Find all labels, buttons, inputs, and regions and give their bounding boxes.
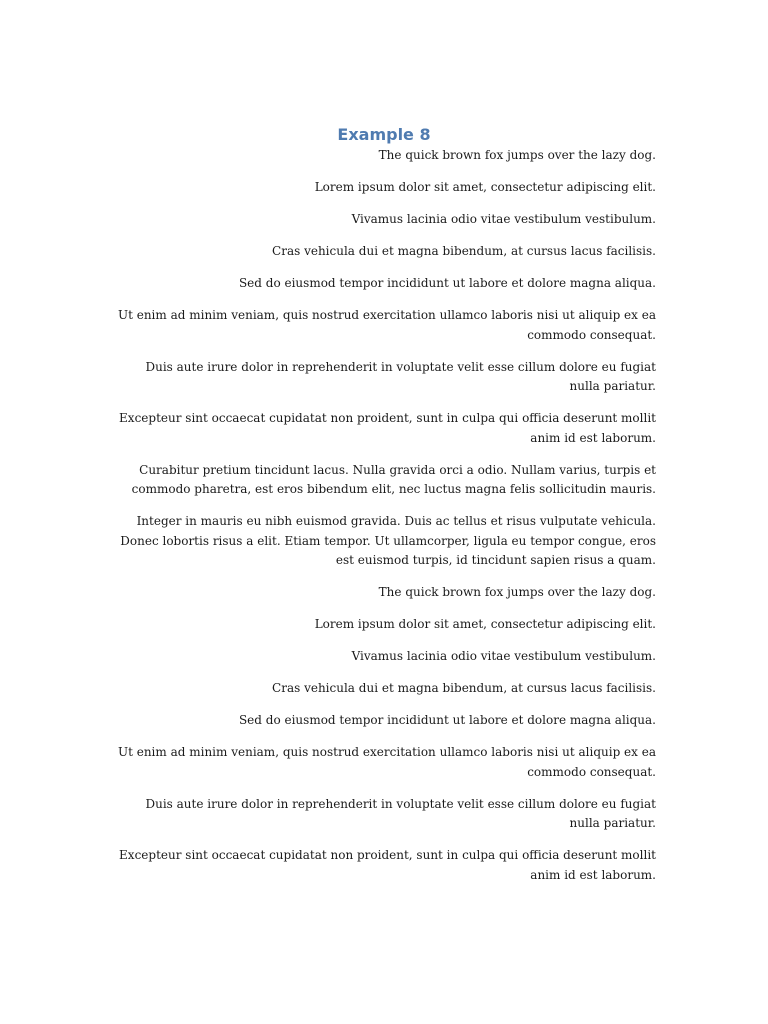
- paragraph: Integer in mauris eu nibh euismod gravida. Duis ac tellus et risus vulputate vehicula. Donec lobortis risus a elit. Etiam tempor. Ut ullamcorper, ligula eu tempor congue, eros est euismod turpis, id tincidunt sapien risus a quam.: [120, 514, 656, 567]
- paragraph: Curabitur pretium tincidunt lacus. Nulla gravida orci a odio. Nullam varius, turpis et commodo pharetra, est eros bibendum elit, nec luctus magna felis sollicitudin mauris.: [131, 462, 656, 496]
- paragraph: Excepteur sint occaecat cupidatat non proident, sunt in culpa qui officia deserunt mollit anim id est laborum.: [119, 411, 656, 445]
- paragraph: Duis aute irure dolor in reprehenderit in voluptate velit esse cillum dolore eu fugiat nulla pariatur.: [145, 359, 656, 393]
- paragraph: Excepteur sint occaecat cupidatat non proident, sunt in culpa qui officia deserunt mollit anim id est laborum.: [119, 848, 656, 882]
- paragraph: Vivamus lacinia odio vitae vestibulum vestibulum.: [351, 212, 656, 226]
- paragraph: Ut enim ad minim veniam, quis nostrud exercitation ullamco laboris nisi ut aliquip ex ea commodo consequat.: [117, 308, 656, 342]
- paragraph: Ut enim ad minim veniam, quis nostrud exercitation ullamco laboris nisi ut aliquip ex ea commodo consequat.: [117, 745, 656, 779]
- document-body: [112, 146, 656, 885]
- paragraph: Sed do eiusmod tempor incididunt ut labore et dolore magna aliqua.: [238, 276, 656, 290]
- document-heading: Example 8: [337, 125, 431, 144]
- paragraph: Duis aute irure dolor in reprehenderit in voluptate velit esse cillum dolore eu fugiat nulla pariatur.: [145, 796, 656, 830]
- paragraph: Cras vehicula dui et magna bibendum, at cursus lacus facilisis.: [272, 244, 656, 258]
- document-page: [112, 124, 656, 898]
- paragraph: Lorem ipsum dolor sit amet, consectetur adipiscing elit.: [314, 617, 656, 631]
- paragraph: Vivamus lacinia odio vitae vestibulum vestibulum.: [351, 649, 656, 663]
- paragraph: Cras vehicula dui et magna bibendum, at cursus lacus facilisis.: [272, 681, 656, 695]
- paragraph: Sed do eiusmod tempor incididunt ut labore et dolore magna aliqua.: [238, 713, 656, 727]
- paragraph: Lorem ipsum dolor sit amet, consectetur adipiscing elit.: [314, 180, 656, 194]
- paragraph: The quick brown fox jumps over the lazy dog.: [378, 148, 656, 162]
- paragraph: The quick brown fox jumps over the lazy dog.: [378, 585, 656, 599]
